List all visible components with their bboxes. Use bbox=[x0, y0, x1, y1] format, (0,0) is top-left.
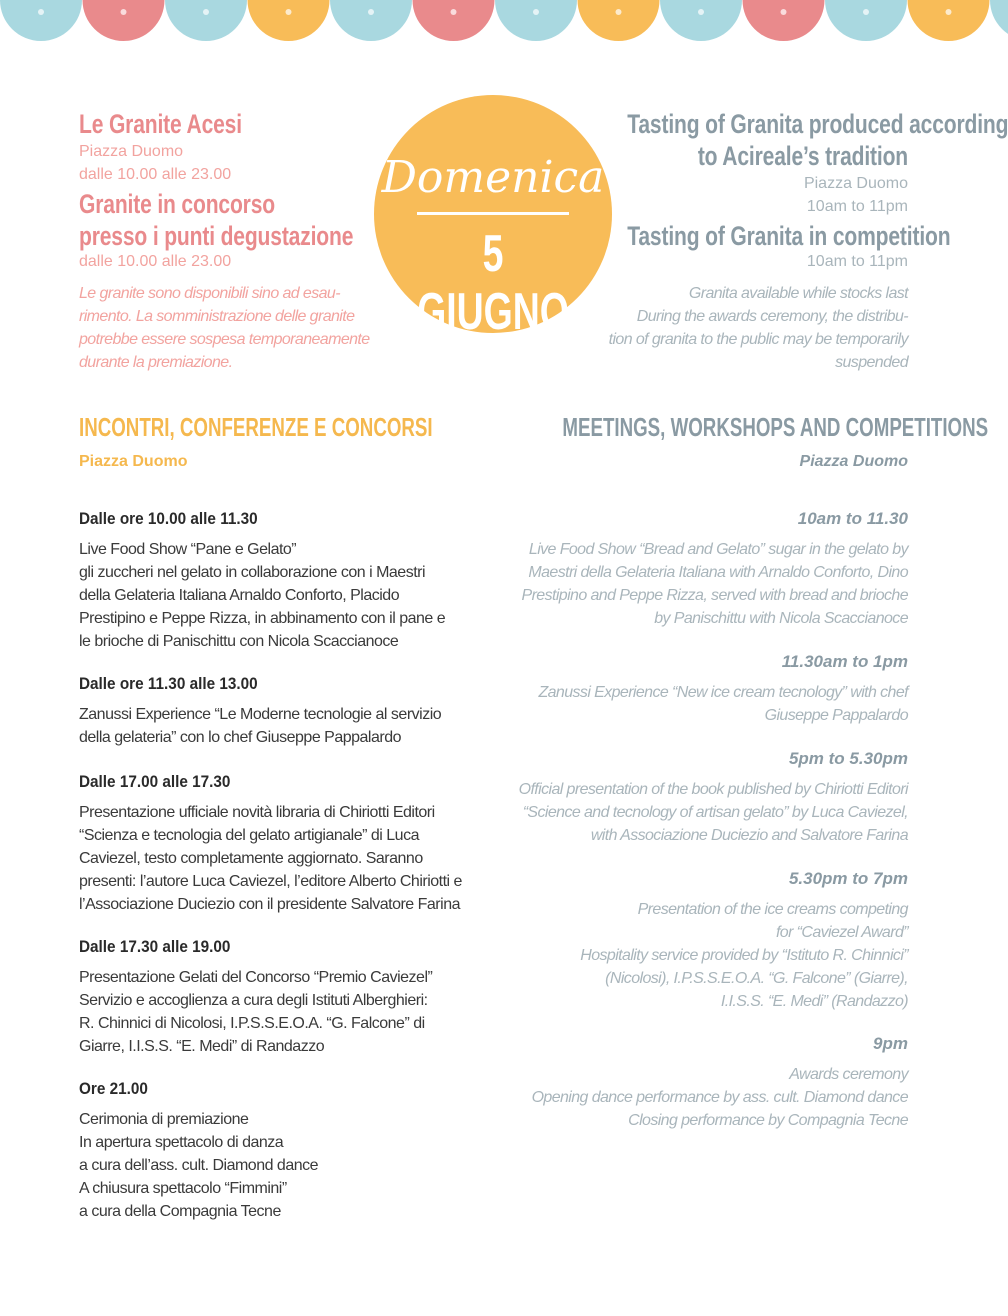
program-item bbox=[79, 673, 441, 749]
program-line: Zanussi Experience “Le Moderne tecnologie al servizio bbox=[79, 706, 442, 723]
scallop-dot bbox=[368, 9, 374, 15]
scallop-dot bbox=[286, 9, 292, 15]
event1-hours: dalle 10.00 alle 23.00 bbox=[79, 166, 232, 183]
program-time: 11.30am to 1pm bbox=[781, 652, 908, 671]
scallop bbox=[578, 0, 660, 41]
scallop-dot bbox=[203, 9, 209, 15]
program-line: Opening dance performance by ass. cult. Diamond dance bbox=[531, 1089, 908, 1106]
program-time: 10am to 11.30 bbox=[797, 509, 908, 528]
note-line: suspended bbox=[835, 354, 908, 371]
program-line: with Associazione Duciezio and Salvatore Farina bbox=[590, 827, 908, 844]
program-line: a cura della Compagnia Tecne bbox=[79, 1203, 281, 1220]
program-item bbox=[79, 936, 432, 1058]
program-line: Prestipino and Peppe Rizza, served with bread and brioche bbox=[521, 587, 908, 604]
event2-title: Tasting of Granita in competition bbox=[627, 221, 951, 251]
program-item bbox=[488, 1033, 908, 1132]
scallop bbox=[413, 0, 495, 41]
scallop bbox=[743, 0, 825, 41]
program-line: Live Food Show “Pane e Gelato” bbox=[79, 541, 297, 558]
program-line: Live Food Show “Bread and Gelato” sugar in the gelato by bbox=[528, 541, 908, 558]
program-line: Official presentation of the book published by Chiriotti Editori bbox=[518, 781, 908, 798]
scallop-dot bbox=[121, 9, 127, 15]
note-line: During the awards ceremony, the distribu- bbox=[636, 308, 908, 325]
program-line: Hospitality service provided by “Istituto R. Chinnici” bbox=[580, 947, 908, 964]
program-time: 5.30pm to 7pm bbox=[788, 869, 908, 888]
program-line: Caviezel, testo completamente aggiornato. Saranno bbox=[79, 850, 423, 867]
english-section-place: Piazza Duomo bbox=[799, 453, 908, 470]
program-line: l’Associazione Duciezio con il presidente Salvatore Farina bbox=[79, 896, 460, 913]
event2-title-line2: presso i punti degustazione bbox=[79, 221, 354, 251]
note-line: potrebbe essere sospesa temporaneamente bbox=[79, 331, 370, 348]
scallop-dot bbox=[698, 9, 704, 15]
program-time: Dalle ore 11.30 alle 13.00 bbox=[79, 674, 258, 693]
scallop bbox=[908, 0, 990, 41]
note-line: tion of granita to the public may be temporarily bbox=[608, 331, 908, 348]
program-line: In apertura spettacolo di danza bbox=[79, 1134, 284, 1151]
event2-hours: dalle 10.00 alle 23.00 bbox=[79, 253, 232, 270]
event1-place: Piazza Duomo bbox=[79, 143, 184, 160]
program-line: for “Caviezel Award” bbox=[775, 924, 908, 941]
program-item bbox=[488, 868, 908, 1013]
program-line: Prestipino e Peppe Rizza, in abbinamento con il pane e bbox=[79, 610, 446, 627]
scallop-dot bbox=[451, 9, 457, 15]
english-section-header bbox=[428, 412, 989, 473]
scallop-dot bbox=[616, 9, 622, 15]
english-granita-info bbox=[548, 108, 1008, 374]
program-line: “Science and tecnology of artisan gelato” by Luca Caviezel, bbox=[522, 804, 908, 821]
program-item bbox=[79, 1078, 318, 1223]
event2-title-line1: Granite in concorso bbox=[79, 189, 275, 219]
scallop bbox=[165, 0, 247, 41]
english-section-title: MEETINGS, WORKSHOPS AND COMPETITIONS bbox=[562, 412, 989, 442]
italian-section-place: Piazza Duomo bbox=[79, 453, 188, 470]
program-line: Servizio e accoglienza a cura degli Istituti Alberghieri: bbox=[79, 992, 428, 1009]
program-line: Giarre, I.I.S.S. “E. Medi” di Randazzo bbox=[79, 1038, 325, 1055]
italian-note bbox=[79, 282, 379, 374]
program-line: Awards ceremony bbox=[789, 1066, 908, 1083]
program-line: Maestri della Gelateria Italiana with Arnaldo Conforto, Dino bbox=[528, 564, 908, 581]
event1-hours: 10am to 11pm bbox=[806, 198, 908, 215]
program-line: gli zuccheri nel gelato in collaborazione con i Maestri bbox=[79, 564, 426, 581]
scallop bbox=[248, 0, 330, 41]
program-time: Ore 21.00 bbox=[79, 1079, 148, 1098]
scallop bbox=[495, 0, 577, 41]
program-time: Dalle 17.30 alle 19.00 bbox=[79, 937, 231, 956]
event1-title-line2: to Acireale’s tradition bbox=[697, 141, 908, 171]
italian-granita-info bbox=[79, 108, 379, 374]
event1-title: Le Granite Acesi bbox=[79, 109, 242, 139]
program-item bbox=[488, 651, 908, 727]
scallop-dot bbox=[946, 9, 952, 15]
program-line: Giuseppe Pappalardo bbox=[764, 707, 908, 724]
program-line: Presentazione Gelati del Concorso “Premio Caviezel” bbox=[79, 969, 433, 986]
date-label: 5 GIUGNO bbox=[417, 225, 569, 341]
program-line: Presentation of the ice creams competing bbox=[637, 901, 908, 918]
program-line: (Nicolosi), I.P.S.S.E.O.A. “G. Falcone” (Giarre), bbox=[605, 970, 908, 987]
scallop-dot bbox=[38, 9, 44, 15]
day-label: Domenica bbox=[381, 152, 605, 203]
scallop-dot bbox=[533, 9, 539, 15]
event1-place: Piazza Duomo bbox=[803, 175, 908, 192]
program-time: 9pm bbox=[873, 1034, 908, 1053]
scalloped-border bbox=[0, 0, 965, 45]
program-item bbox=[488, 508, 908, 630]
program-line: le brioche di Panischittu con Nicola Scaccianoce bbox=[79, 633, 399, 650]
scallop bbox=[990, 0, 1008, 41]
scallop bbox=[660, 0, 742, 41]
program-line: I.I.S.S. “E. Medi” (Randazzo) bbox=[720, 993, 908, 1010]
program-time: Dalle ore 10.00 alle 11.30 bbox=[79, 509, 258, 528]
program-item bbox=[79, 508, 445, 653]
note-line: durante la premiazione. bbox=[79, 354, 233, 371]
italian-section-title: INCONTRI, CONFERENZE E CONCORSI bbox=[79, 412, 433, 442]
note-line: rimento. La somministrazione delle granite bbox=[79, 308, 355, 325]
scallop-dot bbox=[863, 9, 869, 15]
circle-divider bbox=[417, 212, 569, 215]
program-line: Closing performance by Compagnia Tecne bbox=[628, 1112, 908, 1129]
program-line: “Scienza e tecnologia del gelato artigianale” di Luca bbox=[79, 827, 419, 844]
note-line: Granita available while stocks last bbox=[688, 285, 908, 302]
note-line: Le granite sono disponibili sino ad esau- bbox=[79, 285, 340, 302]
program-line: Zanussi Experience “New ice cream tecnology” with chef bbox=[538, 684, 908, 701]
program-item bbox=[488, 748, 908, 847]
program-line: R. Chinnici di Nicolosi, I.P.S.S.E.O.A. “G. Falcone” di bbox=[79, 1015, 425, 1032]
event2-hours: 10am to 11pm bbox=[806, 253, 908, 270]
program-item bbox=[79, 771, 462, 916]
program-time: 5pm to 5.30pm bbox=[788, 749, 908, 768]
program-line: A chiusura spettacolo “Fimmini” bbox=[79, 1180, 287, 1197]
scallop bbox=[83, 0, 165, 41]
event1-title-line1: Tasting of Granita produced according bbox=[627, 109, 1008, 139]
program-line: della Gelateria Italiana Arnaldo Conforto, Placido bbox=[79, 587, 400, 604]
program-line: Presentazione ufficiale novità libraria di Chiriotti Editori bbox=[79, 804, 435, 821]
scallop bbox=[330, 0, 412, 41]
scallop-dot bbox=[781, 9, 787, 15]
program-line: presenti: l’autore Luca Caviezel, l’editore Alberto Chiriotti e bbox=[79, 873, 462, 890]
program-line: Cerimonia di premiazione bbox=[79, 1111, 249, 1128]
scallop bbox=[825, 0, 907, 41]
english-note bbox=[548, 282, 908, 374]
program-line: by Panischittu with Nicola Scaccianoce bbox=[654, 610, 908, 627]
program-time: Dalle 17.00 alle 17.30 bbox=[79, 772, 231, 791]
program-line: a cura dell’ass. cult. Diamond dance bbox=[79, 1157, 319, 1174]
scallop bbox=[0, 0, 82, 41]
program-line: della gelateria” con lo chef Giuseppe Pappalardo bbox=[79, 729, 402, 746]
